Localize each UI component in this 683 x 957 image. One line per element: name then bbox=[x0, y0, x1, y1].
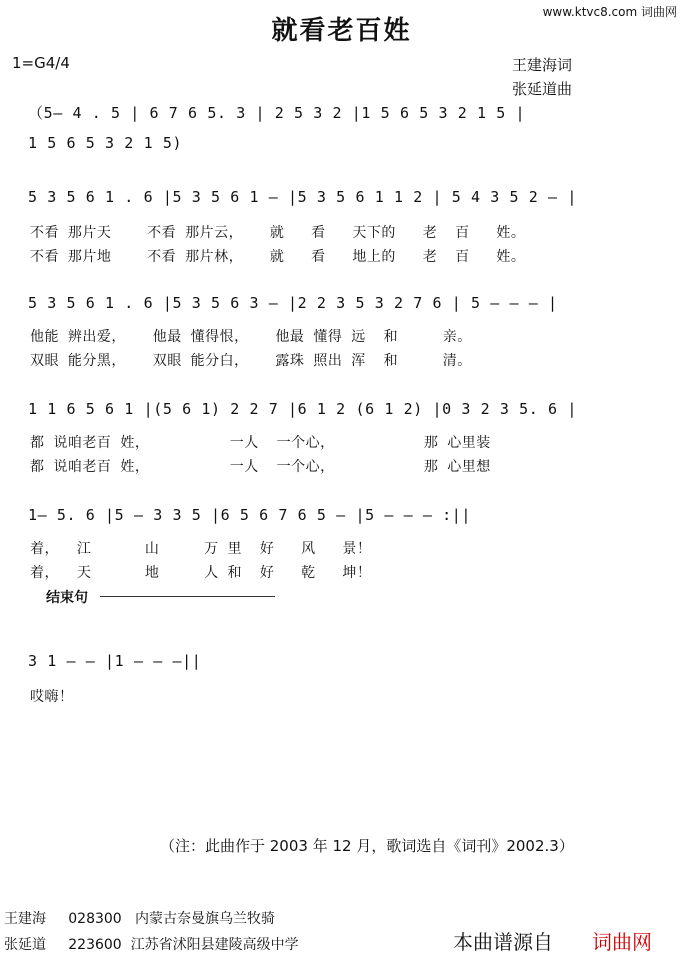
ending-bracket-line bbox=[100, 596, 275, 597]
site-watermark: www.ktvc8.com 词曲网 bbox=[542, 5, 677, 19]
song-title: 就看老百姓 bbox=[271, 16, 412, 46]
lyric-row-6-verse-2: 着， 天 地 人 和 好 乾 坤！ bbox=[30, 565, 372, 581]
contact-line-1: 王建海 028300 内蒙古奈曼旗乌兰牧骑 bbox=[4, 911, 276, 927]
lyricist-credit: 王建海词 bbox=[512, 56, 573, 74]
score-row-3: 5 3 5 6 1 . 6 |5 3 5 6 1 — |5 3 5 6 1 1 2 | 5 4 3 5 2 — | bbox=[28, 188, 577, 206]
score-row-6: 1— 5. 6 |5 — 3 3 5 |6 5 6 7 6 5 — |5 — — — :|| bbox=[28, 506, 472, 524]
contact-line-2: 张延道 223600 江苏省沭阳县建陵高级中学 bbox=[4, 937, 299, 953]
lyric-row-5-verse-2: 都 说咱老百 姓， 一人 一个心， 那 心里想 bbox=[30, 459, 491, 475]
composer-credit: 张延道曲 bbox=[512, 80, 573, 98]
source-text: 本曲谱源自 bbox=[453, 930, 553, 954]
lyric-row-6-verse-1: 着， 江 山 万 里 好 风 景！ bbox=[30, 541, 372, 557]
score-row-7: 3 1 — — |1 — — —|| bbox=[28, 652, 202, 670]
score-row-4: 5 3 5 6 1 . 6 |5 3 5 6 3 — |2 2 3 5 3 2 7 6 | 5 — — — | bbox=[28, 294, 558, 312]
lyric-row-3-verse-2: 不看 那片地 不看 那片林， 就 看 地上的 老 百 姓。 bbox=[30, 249, 526, 265]
score-row-5: 1 1 6 5 6 1 |(5 6 1) 2 2 7 |6 1 2 (6 1 2) |0 3 2 3 5. 6 | bbox=[28, 400, 577, 418]
ending-label: 结束句 bbox=[46, 590, 88, 606]
footnote: （注：此曲作于 2003 年 12 月，歌词选自《词刊》2002.3） bbox=[160, 837, 574, 855]
lyric-row-3-verse-1: 不看 那片天 不看 那片云， 就 看 天下的 老 百 姓。 bbox=[30, 225, 526, 241]
lyric-row-5-verse-1: 都 说咱老百 姓， 一人 一个心， 那 心里装 bbox=[30, 435, 491, 451]
lyric-row-4-verse-2: 双眼 能分黑， 双眼 能分白， 露珠 照出 浑 和 清。 bbox=[30, 353, 472, 369]
brand-link[interactable]: 词曲网 bbox=[592, 930, 652, 954]
score-row-2: 1 5 6 5 3 2 1 5) bbox=[28, 134, 183, 152]
lyric-row-4-verse-1: 他能 辨出爱， 他最 懂得恨， 他最 懂得 远 和 亲。 bbox=[30, 329, 472, 345]
key-signature: 1=G4/4 bbox=[12, 54, 70, 72]
score-row-1: （5— 4 . 5 | 6 7 6 5. 3 | 2 5 3 2 |1 5 6 5 3 2 1 5 | bbox=[28, 104, 526, 122]
lyric-row-7: 哎嗨！ bbox=[30, 689, 74, 705]
